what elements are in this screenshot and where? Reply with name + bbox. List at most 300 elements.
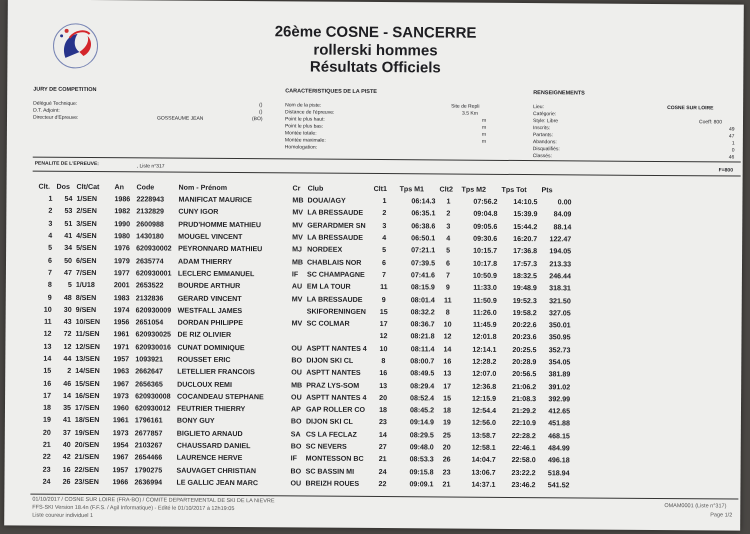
cell-cat-rank: 22/SEN [74,465,100,474]
cell-rank-2: 14 [443,345,452,354]
cell-region: MV [291,294,303,304]
jury-label: Directeur d'Epreuve: [32,114,79,121]
cell-code: 2656365 [135,379,163,389]
cell-time-1: 07:21.1 [411,246,436,255]
cell-region: MB [292,196,304,205]
cell-region: OU [291,368,302,377]
cell-total-time: 15:39.9 [513,210,538,219]
cell-club: SC COLMAR [306,319,350,328]
cell-year: 1990 [114,219,131,229]
col-header: Nom - Prénom [178,183,228,192]
cell-code: 620930016 [135,343,171,352]
col-header: Pts [541,186,553,195]
cell-cat-rank: 18/SEN [74,416,100,425]
cell-bib: 42 [62,453,71,462]
cell-cat-rank: 4/SEN [76,231,97,241]
cell-time-1: 08:45.2 [409,406,435,415]
cell-rank-1: 27 [378,443,387,452]
cell-year: 1960 [112,404,129,413]
cell-rank-1: 21 [378,455,387,464]
cell-code: 1430180 [136,232,164,241]
cell-club: BREIZH ROUES [305,479,360,488]
cell-rank-1: 5 [382,246,387,255]
cell-bib: 35 [63,404,72,413]
course-label: Montée totale: [284,130,317,137]
cell-time-2: 14:04.7 [471,456,496,465]
cell-points: 541.52 [547,481,570,490]
cell-name: COCANDEAU STEPHANE [177,392,264,402]
cell-name: ROUSSET ERIC [177,355,231,365]
cell-cat-rank: 8/SEN [75,293,97,302]
cell-time-2: 12:14.1 [472,345,497,354]
cell-year: 1982 [114,207,131,216]
cell-bib: 41 [62,416,71,425]
cell-points: 122.47 [549,235,572,244]
footer-software: FFS-SKI Version 18.4n (F.F.S. / Agil Informatique) - Edité le 01/10/2017 à 12h19:05 [32,504,235,513]
info-label: Abandons: [532,139,557,146]
cell-code: 2651054 [135,318,164,327]
cell-rank: 14 [43,354,52,363]
cell-total-time: 20:56.5 [512,370,537,379]
cell-cat-rank: 2/SEN [76,207,97,216]
cell-cat-rank: 23/SEN [74,477,99,487]
cell-club: SC BASSIN MI [305,467,355,476]
course-label: Point le plus haut: [284,116,325,123]
cell-club: MONTESSON BC [305,454,364,464]
cell-total-time: 21:29.2 [511,407,537,416]
course-label: Point le plus bas: [284,123,324,130]
col-header: Tps M2 [461,185,487,194]
cell-club: ASPTT NANTES 4 [306,393,367,402]
cell-rank-2: 20 [442,443,451,452]
cell-rank-2: 8 [445,308,450,317]
info-value: 1 [731,140,735,147]
course-section-title: CARACTERISTIQUES DE LA PISTE [285,88,378,96]
cell-rank: 13 [43,342,52,351]
cell-time-1: 08:15.9 [410,283,435,292]
cell-rank: 12 [43,330,52,339]
jury-code: () [259,109,263,116]
cell-rank-1: 20 [379,393,388,402]
cell-club: ASPTT NANTES 4 [306,344,367,353]
cell-bib: 48 [63,293,72,302]
cell-time-1: 08:21.8 [410,332,435,341]
cell-region: IF [290,454,297,463]
cell-bib: 5 [67,281,72,290]
cell-rank-1: 15 [379,307,388,316]
cell-time-2: 12:58.1 [471,443,496,452]
cell-rank-2: 9 [445,283,450,292]
cell-name: DORDAN PHILIPPE [177,318,244,328]
cell-name: FEUTRIER THIERRY [176,404,246,414]
cell-points: 496.18 [547,456,570,465]
cell-rank-2: 15 [443,394,452,403]
cell-time-2: 09:05.6 [473,222,498,231]
cell-total-time: 20:28.9 [512,357,537,367]
cell-bib: 72 [63,330,72,339]
cell-bib: 47 [64,268,72,277]
cell-time-2: 11:33.0 [473,283,497,293]
cell-club: SC NEVERS [305,442,347,451]
cell-rank-1: 10 [379,344,388,353]
cell-region: MJ [292,245,302,254]
cell-region: AP [290,405,301,414]
cell-cat-rank: 17/SEN [74,404,100,413]
cell-region: SA [290,430,301,439]
cell-rank-1: 8 [381,357,386,366]
cell-year: 1961 [113,330,130,339]
cell-time-1: 08:01.4 [410,295,435,304]
cell-time-1: 07:41.6 [410,271,436,280]
cell-total-time: 22:10.9 [511,419,536,428]
cell-name: CHAUSSARD DANIEL [176,441,251,451]
cell-rank: 18 [43,403,52,412]
cell-time-2: 10:50.9 [472,271,498,280]
cell-club: DIJON SKI CL [306,356,354,365]
cell-time-2: 14:37.1 [471,480,496,489]
cell-club: DOUA/AGY [307,196,346,205]
jury-code: () [259,102,263,109]
info-value: 47 [728,133,735,140]
cell-club: NORDEEX [307,245,343,255]
cell-points: 451.88 [548,419,570,428]
cell-total-time: 15:44.2 [513,222,538,231]
cell-year: 1963 [113,367,130,376]
col-header: Dos [56,182,70,191]
cell-region: MV [292,233,303,242]
cell-club [305,330,371,343]
cell-rank-2: 10 [443,320,452,329]
cell-points: 194.05 [549,247,572,256]
cell-name: ADAM THIERRY [177,257,233,266]
cell-bib: 30 [63,305,72,314]
cell-rank: 10 [43,305,52,314]
cell-rank: 8 [47,280,52,289]
cell-points: 354.05 [548,358,571,367]
cell-year: 1957 [113,355,130,364]
cell-rank-1: 14 [378,430,387,439]
cell-time-2: 10:17.8 [472,259,498,268]
cell-cat-rank: 20/SEN [74,440,100,450]
jury-section-title: JURY DE COMPETITION [33,86,97,94]
cell-points: 246.44 [549,272,572,281]
cell-time-2: 13:58.7 [471,431,496,440]
cell-cat-rank: 14/SEN [75,367,100,376]
cell-total-time: 16:20.7 [513,235,538,244]
cell-rank: 3 [48,219,53,228]
cell-total-time: 23:46.2 [511,480,536,490]
cell-time-2: 11:50.9 [473,296,497,305]
cell-rank: 22 [42,453,51,462]
cell-points: 352.73 [548,345,571,355]
cell-points: 88.14 [553,222,572,232]
cell-region: BO [290,442,302,451]
cell-rank-1: 16 [379,369,388,378]
cell-code: 2635774 [135,256,164,266]
cell-bib: 43 [63,317,72,326]
cell-time-1: 08:52.4 [410,394,435,403]
cell-rank-1: 3 [382,221,387,230]
cell-time-1: 06:50.1 [411,234,436,243]
cell-region: OU [291,344,303,353]
cell-total-time: 19:58.2 [512,308,537,317]
cell-rank-2: 3 [446,222,451,231]
cell-rank: 17 [43,391,52,400]
cell-code: 620930012 [134,404,171,413]
cell-rank: 16 [43,379,52,388]
cell-region: BO [290,417,302,426]
cell-cat-rank: 1/U18 [75,281,95,290]
cell-total-time: 21:08.3 [512,394,537,404]
cell-club: EM LA TOUR [306,282,351,292]
cell-rank: 21 [42,440,51,449]
cell-points: 412.65 [548,407,571,416]
cell-region: OU [290,479,302,488]
cell-total-time: 14:10.5 [513,198,538,207]
cell-time-1: 08:32.2 [410,308,435,317]
cell-cat-rank: 12/SEN [75,342,100,351]
cell-points: 392.99 [548,395,571,404]
cell-region: AU [291,282,303,291]
cell-time-1: 09:15.8 [409,467,434,477]
cell-name: CUNY IGOR [178,208,219,217]
cell-cat-rank: 6/SEN [75,256,97,265]
cell-club: LA BRESSAUDE [307,233,363,242]
cell-rank-2: 11 [444,296,452,305]
cell-rank: 5 [48,244,53,253]
cell-total-time: 22:28.2 [511,431,536,440]
cell-name: PEYRONNARD MATHIEU [178,244,263,254]
cell-year: 1977 [113,269,130,278]
cell-bib: 26 [62,477,71,486]
cell-rank: 23 [42,465,51,474]
jury-label: D.T. Adjoint: [33,107,60,114]
cell-code: 2662647 [135,367,163,376]
cell-club: SKIFORENINGEN [306,307,366,316]
cell-rank-1: 7 [381,270,386,280]
cell-time-2: 07:56.2 [473,197,498,207]
cell-time-1: 08:29.4 [410,381,435,391]
cell-time-1: 08:36.7 [410,320,435,329]
cell-name: BIGLIETO ARNAUD [176,429,243,438]
divider [33,171,741,177]
cell-rank-2: 5 [446,246,451,255]
cell-points: 321.50 [549,296,571,305]
cell-points: 327.05 [548,309,571,318]
cell-rank: 9 [47,293,52,302]
info-section-title: RENSEIGNEMENTS [533,90,585,97]
cell-region: OU [291,393,302,402]
jury-code: (BO) [251,116,263,123]
course-value: m [481,124,487,131]
cell-rank-2: 23 [442,468,451,477]
cell-total-time: 22:46.1 [511,444,536,453]
col-header: Clt2 [439,185,454,194]
cell-name: CUNAT DOMINIQUE [177,343,245,352]
cell-rank-2: 17 [443,382,452,391]
cell-time-2: 11:26.0 [473,308,497,317]
cell-bib: 14 [63,391,72,400]
col-header: Clt/Cat [76,182,100,192]
cell-rank-2: 7 [445,271,450,280]
results-sheet [4,0,744,531]
cell-code: 2636994 [134,478,163,487]
cell-rank-2: 25 [442,431,451,440]
col-header: Clt1 [373,184,388,194]
cell-year: 1956 [113,318,130,327]
cell-points: 0.00 [557,198,572,207]
cell-bib: 12 [63,342,72,351]
cell-year: 1983 [113,293,130,302]
cell-region: MV [292,208,304,217]
cell-rank-2: 19 [442,418,451,428]
cell-points: 318.31 [549,284,571,293]
cell-rank: 6 [48,256,53,265]
cell-rank: 19 [42,416,51,425]
course-label: Montée maximale: [284,137,326,144]
col-header: Clt. [38,182,51,191]
cell-total-time: 19:48.9 [512,284,537,293]
cell-name: LE GALLIC JEAN MARC [176,478,259,488]
course-value: m [481,138,487,145]
cell-region: MV [292,221,303,230]
cell-points: 350.01 [548,321,571,330]
cell-name: BONY GUY [176,417,215,426]
cell-cat-rank: 10/SEN [75,318,101,327]
cell-rank-1: 23 [378,418,387,427]
course-label: Homologation: [284,144,318,151]
cell-rank: 4 [48,231,53,240]
cell-rank-2: 16 [443,357,452,366]
cell-rank-1: 11 [380,283,388,292]
cell-time-1: 08:11.4 [410,344,435,354]
cell-code: 620930001 [135,269,172,278]
cell-name: DE RIZ OLIVIER [177,331,232,340]
info-label: Catégorie: [533,111,557,118]
info-label: Inscrits: [532,125,551,132]
cell-time-1: 09:48.0 [409,443,434,452]
cell-year: 1986 [114,195,131,204]
cell-cat-rank: 11/SEN [75,330,100,339]
cell-bib: 54 [64,194,73,204]
cell-time-2: 12:15.9 [472,394,497,403]
cell-name: SAUVAGET CHRISTIAN [176,466,257,475]
cell-code: 2228943 [136,195,165,204]
cell-code: 2103267 [134,441,163,450]
cell-time-1: 08:49.5 [410,369,435,378]
cell-region: IF [291,270,299,279]
cell-club: LA BRESSAUDE [307,208,364,218]
cell-year: 1967 [113,379,129,388]
col-header: Cr [292,184,301,193]
cell-bib: 16 [62,465,71,474]
cell-bib: 46 [63,379,72,388]
cell-code: 620930002 [136,244,172,253]
cell-year: 2001 [113,281,130,290]
info-label: Lieu: [533,104,544,111]
cell-club: ASPTT NANTES [306,368,361,378]
cell-name: PRUD'HOMME MATHIEU [178,220,262,229]
info-label: Classés: [532,153,552,160]
cell-code: 2600988 [136,220,164,229]
course-value: 3.5 Km [462,110,478,117]
cell-rank-2: 1 [446,197,451,206]
cell-rank-1: 1 [382,197,387,206]
cell-rank: 11 [44,317,52,326]
cell-name: LETELLIER FRANCOIS [177,367,255,377]
cell-time-1: 08:00.7 [410,357,435,366]
penalty-f: F=800 [718,167,734,174]
cell-bib: 53 [64,207,73,216]
cell-cat-rank: 3/SEN [76,219,97,228]
course-label: Nom de la piste: [285,102,322,109]
cell-year: 1973 [112,428,129,438]
cell-points: 381.89 [548,370,571,379]
cell-total-time: 17:36.8 [513,247,538,256]
cell-cat-rank: 15/SEN [75,379,100,388]
cell-rank: 15 [43,366,52,376]
cell-rank: 1 [48,194,53,203]
cell-rank-1: 17 [379,320,388,329]
cell-club: PRAZ LYS-SOM [306,381,360,390]
cell-bib: 51 [64,219,73,228]
footer-page: Page 1/2 [710,512,733,519]
cell-name: WESTFALL JAMES [177,306,243,315]
info-value: COSNE SUR LOIRE [667,105,714,112]
info-value: 0 [731,147,735,154]
cell-year: 1957 [112,465,129,474]
results-body [34,193,573,492]
cell-total-time: 18:32.5 [512,271,538,281]
col-header: Tps M1 [399,185,425,194]
cell-rank: 20 [42,428,51,437]
cell-cat-rank: 7/SEN [75,268,97,277]
cell-time-1: 08:29.5 [409,431,434,440]
cell-time-1: 06:14.3 [411,197,436,206]
cell-cat-rank: 13/SEN [75,354,100,364]
cell-code: 620930008 [135,392,171,401]
cell-points: 84.09 [553,210,572,219]
cell-code: 1093921 [135,355,163,364]
cell-rank-2: 12 [443,332,452,341]
cell-rank: 2 [48,207,53,216]
cell-club: CS LA FECLAZ [305,430,357,439]
cell-year: 1980 [114,232,131,241]
cell-year: 1967 [112,453,129,462]
cell-bib: 44 [63,354,72,363]
cell-name: MANIFICAT MAURICE [178,195,253,205]
table-row [34,475,571,491]
cell-year: 1979 [113,256,130,265]
cell-time-2: 12:54.4 [471,406,497,416]
cell-name: LAURENCE HERVE [176,454,243,463]
results-table [34,181,573,492]
cell-rank-2: 21 [442,480,451,489]
cell-time-2: 12:01.8 [472,333,497,342]
cell-time-2: 11:45.9 [472,320,497,329]
cell-club: LA BRESSAUDE [306,295,363,304]
cell-year: 1961 [112,416,129,425]
cell-bib: 2 [67,367,72,376]
cell-club: GERARDMER SN [307,221,366,230]
cell-total-time: 19:52.3 [512,296,537,305]
cell-region: BO [290,467,302,476]
cell-time-2: 09:04.8 [473,210,498,219]
cell-bib: 41 [64,231,73,240]
cell-rank-1: 13 [379,381,388,390]
penalty-liste: , Liste n°317 [136,163,165,170]
course-value: m [481,131,487,138]
